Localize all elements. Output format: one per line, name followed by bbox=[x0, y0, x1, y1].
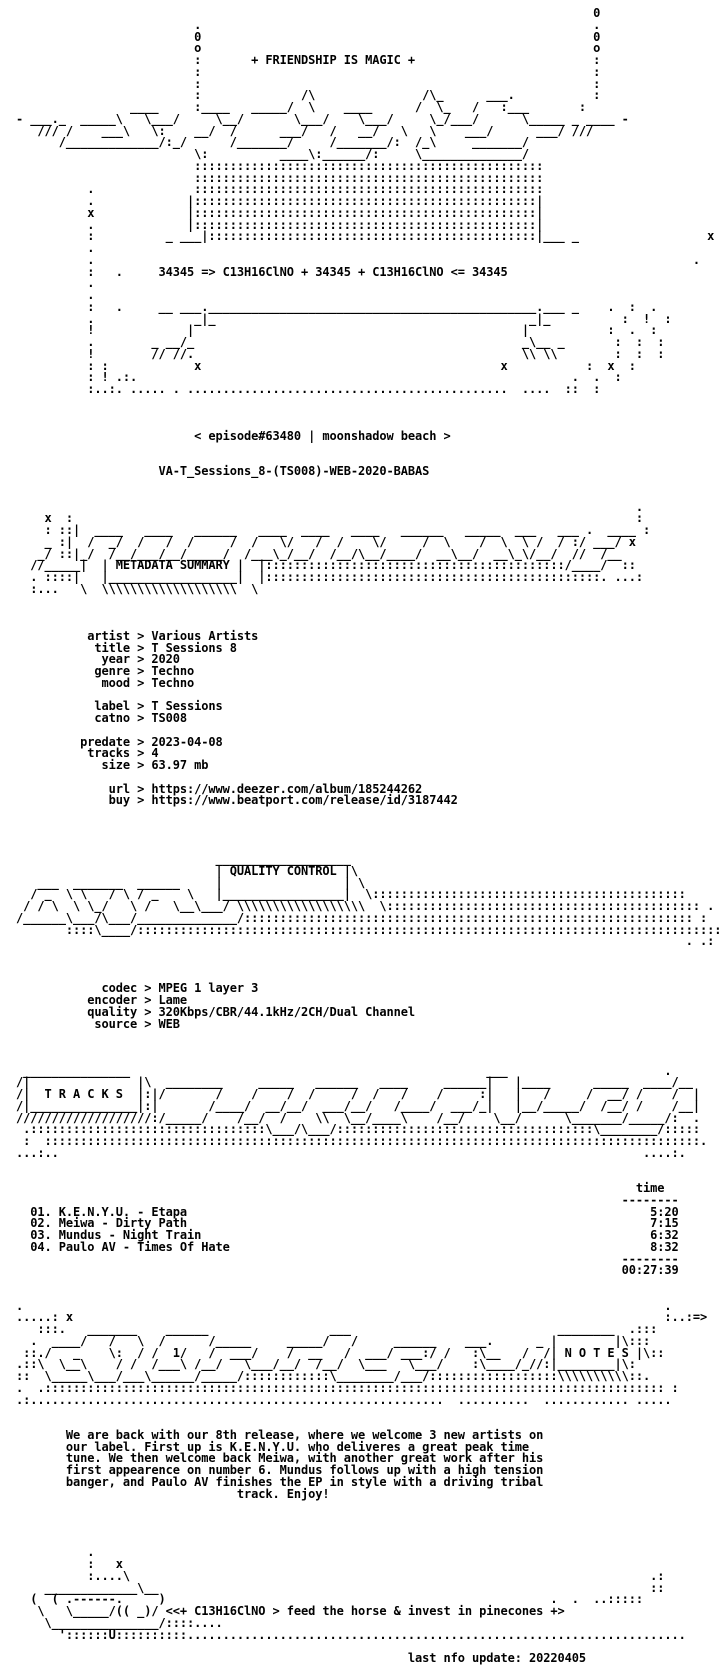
nfo-line bbox=[16, 819, 721, 831]
nfo-line: year > 2020 bbox=[16, 652, 180, 667]
nfo-line bbox=[16, 607, 721, 619]
nfo-line: - ___._ _____\ \___/ \__/ \___/ \___/ \_/___/ \_____ _ ____ - bbox=[16, 111, 629, 126]
nfo-line: : : bbox=[16, 64, 601, 79]
nfo-line: ! | | : . : bbox=[16, 323, 658, 338]
nfo-line: 00:27:39 bbox=[16, 1263, 679, 1278]
nfo-line: : + FRIENDSHIP IS MAGIC + : bbox=[16, 53, 601, 67]
nfo-line bbox=[16, 948, 721, 960]
nfo-line bbox=[16, 396, 721, 408]
nfo-line: label > T Sessions bbox=[16, 699, 223, 714]
nfo-line: . |::::::::::::::::::::::::::::::::::::::::::::::::| bbox=[16, 194, 544, 208]
nfo-line: . .: bbox=[16, 934, 715, 949]
nfo-line: : . 34345 => C13H16ClNO + 34345 + C13H16ClNO <= 34345 bbox=[16, 264, 508, 279]
nfo-line: . |::::::::::::::::::::::::::::::::::::::::::::::::| bbox=[16, 217, 544, 232]
nfo-line: VA-T_Sessions_8-(TS008)-WEB-2020-BABAS bbox=[16, 464, 430, 479]
nfo-line: title > T Sessions 8 bbox=[16, 640, 237, 655]
nfo-line: tracks > 4 bbox=[16, 746, 159, 761]
nfo-line: quality > 320Kbps/CBR/44.1kHz/2CH/Dual Channel bbox=[16, 1004, 415, 1019]
nfo-line: We are back with our 8th release, where we welcome 3 new artists on bbox=[16, 1427, 544, 1442]
nfo-line bbox=[16, 960, 721, 972]
nfo-line: 01. K.E.N.Y.U. - Etapa 5:20 bbox=[16, 1204, 679, 1219]
nfo-line: /______\___/\___/______________/::::::::::::::::::::::::::::::::::::::::::::::::::::::::::::::: : bbox=[16, 910, 708, 925]
nfo-line: ___ _______ ______ | | \ bbox=[16, 875, 366, 890]
nfo-line: catno > TS008 bbox=[16, 711, 187, 725]
nfo-line: :... \ \\\\\\\\\\\\\\\\\\\ \ bbox=[16, 581, 259, 596]
nfo-line: . . bbox=[16, 252, 700, 267]
nfo-line bbox=[16, 443, 721, 455]
nfo-line: _______________ ___ . bbox=[16, 1063, 672, 1078]
nfo-line: last nfo update: 20220405 bbox=[16, 1651, 586, 1665]
nfo-line: /| T R A C K S |:|/ / / / / / / / / :| | / / __/ / / | bbox=[16, 1087, 700, 1101]
nfo-line: :..:. ..... . ............................................. .... :: : bbox=[16, 382, 601, 396]
nfo-line: url > https://www.deezer.com/album/185244262 bbox=[16, 781, 423, 796]
nfo-line: predate > 2023-04-08 bbox=[16, 734, 223, 749]
nfo-line: :::. _______ ______ ___ ________ .::: bbox=[16, 1322, 658, 1336]
nfo-line: _/ ::|_/ /__/___/__/_____/ /___\_/__/ /__/\__/____/ __\__/ __\_\/__/ // /__ bbox=[16, 546, 622, 561]
nfo-line: /// / ___\ \: __/ / ___/ / __/ \ \ ___/ ___/ /// bbox=[16, 123, 594, 138]
nfo-line: '::::::U::::::::::...................................................................... bbox=[16, 1627, 686, 1642]
nfo-line bbox=[16, 408, 721, 420]
nfo-line: :....\ .: bbox=[16, 1568, 665, 1583]
nfo-line: /_____________/:_/ /_______/ /_______/: /_\ _______/ bbox=[16, 135, 529, 150]
nfo-line bbox=[16, 1524, 721, 1536]
nfo-line: . bbox=[16, 276, 95, 291]
nfo-line: .:::::::::::::::::::::::::::::::::\___/\___/::::::::::::::::::::::::::::::::::::\________/::::: bbox=[16, 1122, 700, 1137]
nfo-line: -------- bbox=[16, 1251, 679, 1266]
nfo-line: . _ __/_ _\__ _ : : : bbox=[16, 335, 665, 349]
nfo-line: genre > Techno bbox=[16, 664, 195, 678]
nfo-line: artist > Various Artists bbox=[16, 628, 259, 643]
nfo-line: . bbox=[16, 1545, 95, 1560]
nfo-line: x : : bbox=[16, 511, 643, 526]
nfo-line: . ::::::::::::::::::::::::::::::::::::::::::::::::: bbox=[16, 182, 544, 197]
nfo-line bbox=[16, 596, 721, 608]
nfo-line: ///////////////////:/_____/ /__/ / \\ \__/____\ /__/ \__/ \_______/_____/: . bbox=[16, 1110, 700, 1125]
nfo-line: . . bbox=[16, 17, 601, 32]
nfo-line: ::::\____/:::::::::::::::::::::::::::::::::::::::::::::::::::::::::::::::::::::::::::::::::: bbox=[16, 922, 721, 937]
nfo-line: / / \ \ \_/ \ / \__\___/ \\\\\\\\\\\\\\\\\\ \:::::::::::::::::::::::::::::::::::::::::::: . bbox=[16, 899, 715, 913]
nfo-line bbox=[16, 1536, 721, 1548]
nfo-line: . . bbox=[16, 1298, 672, 1313]
nfo-line: : ::| ____ ____ ______ ____ ____ ____ ______ _____ ___ ___ . ____ : bbox=[16, 523, 651, 537]
nfo-line: : x bbox=[16, 1557, 123, 1571]
nfo-line: : : x x : x : bbox=[16, 358, 636, 373]
nfo-line: ::./ _ \: / / 1/ / ___/ / __ / ___/ ___:/ / :\__ / /| N O T E S |\:: bbox=[16, 1345, 665, 1360]
nfo-line: : ::::::::::::::::::::::::::::::::::::::::::::::::::::::::::::::::::::::::::::::::::::::::::::. bbox=[16, 1134, 708, 1148]
nfo-line: .....: x :..:=> bbox=[16, 1310, 708, 1325]
nfo-line: mood > Techno bbox=[16, 675, 195, 690]
nfo-line: 04. Paulo AV - Times Of Hate 8:32 bbox=[16, 1239, 679, 1254]
nfo-line: first appearence on number 6. Mundus follows up with a high tension bbox=[16, 1463, 544, 1477]
nfo-line: : . __ ___.______________________________________________.___ _ . : . bbox=[16, 299, 658, 314]
nfo-line bbox=[16, 1406, 721, 1418]
nfo-line bbox=[16, 1160, 721, 1172]
nfo-line: codec > MPEG 1 layer 3 bbox=[16, 981, 259, 996]
nfo-line: 0 bbox=[16, 6, 601, 20]
nfo-line: our label. First up is K.E.N.Y.U. who deliveres a great peak time bbox=[16, 1439, 529, 1454]
nfo-line bbox=[16, 1500, 721, 1512]
nfo-line: banger, and Paulo AV finishes the EP in style with a driving tribal bbox=[16, 1474, 544, 1489]
nfo-line bbox=[16, 1042, 721, 1054]
nfo-line bbox=[16, 1512, 721, 1524]
nfo-line: : /\ /\_ ___. : bbox=[16, 88, 601, 103]
nfo-line: ::::::::::::::::::::::::::::::::::::::::::::::::: bbox=[16, 158, 544, 173]
nfo-line bbox=[16, 478, 721, 490]
nfo-line: source > WEB bbox=[16, 1016, 180, 1031]
nfo-line: \ \_____/(( _)/ <<+ C13H16ClNO > feed the horse & invest in pinecones +> bbox=[16, 1604, 565, 1618]
nfo-line: \: ____\:______/: \______________/ bbox=[16, 147, 529, 161]
nfo-line: | QUALITY CONTROL |\ bbox=[16, 863, 358, 878]
nfo-line: . ____/ / \ / /_____ _____/ / ______ ___. _ | |\::: bbox=[16, 1333, 651, 1348]
nfo-line: < episode#63480 | moonshadow beach > bbox=[16, 429, 451, 443]
nfo-line: : _ ___|::::::::::::::::::::::::::::::::::::::::::::::|___ _ x bbox=[16, 229, 715, 244]
nfo-line: :: \_____\___/___\______/_____/::::::::::::\________/___/::::::::::::::::::\\\\\\\\\\::. bbox=[16, 1369, 651, 1383]
nfo-line: _____________\__ :: bbox=[16, 1580, 665, 1595]
nfo-line: ____ :____ _____/ \ ____ / \_ / :___ : bbox=[16, 100, 586, 114]
nfo-line: : ! .:. . . : bbox=[16, 370, 622, 385]
nfo-line bbox=[16, 831, 721, 843]
nfo-line: . _|_ _|_ : ! : bbox=[16, 311, 672, 326]
nfo-line: . bbox=[16, 241, 95, 255]
nfo-line: / _ \ \ / \ / _ \ |_________________| \:::::::::::::::::::::::::::::::::::::::::::: bbox=[16, 887, 686, 902]
nfo-line bbox=[16, 1277, 721, 1289]
nfo-line bbox=[16, 807, 721, 819]
nfo-line: o o bbox=[16, 41, 601, 56]
nfo-line: : : bbox=[16, 76, 601, 91]
nfo-line: encoder > Lame bbox=[16, 993, 187, 1007]
nfo-line: buy > https://www.beatport.com/release/id/3187442 bbox=[16, 793, 458, 808]
nfo-line: tune. We then welcome back Meiwa, with another great work after his bbox=[16, 1451, 544, 1466]
nfo-line: ::::::::::::::::::::::::::::::::::::::::::::::::: bbox=[16, 170, 544, 185]
nfo-line: 02. Meiwa - Dirty Path 7:15 bbox=[16, 1216, 679, 1231]
nfo-line: ( ( .------. ) . . ..::::: bbox=[16, 1592, 643, 1607]
nfo-line: . .::::::::::::::::::::::::::::::::::::::::::::::::::::::::::::::::::::::::::::::::::::::: : bbox=[16, 1380, 679, 1395]
nfo-line: size > 63.97 mb bbox=[16, 758, 209, 772]
nfo-line: /| |\ ________ _____ ______ ____ ______| |____ _____ ____/__ bbox=[16, 1075, 693, 1090]
nfo-line: time bbox=[16, 1181, 665, 1195]
nfo-line: 0 0 bbox=[16, 29, 601, 44]
nfo-line: ! // //. \\ \\ : : : bbox=[16, 346, 665, 361]
nfo-line: . ::::| |__________________| |:::::::::::::::::::::::::::::::::::::::::::::::. ...: bbox=[16, 570, 643, 584]
nfo-line: //_____| | METADATA SUMMARY | |::::::::::::::::::::::::::::::::::::::::::/____/ :: bbox=[16, 558, 636, 573]
nfo-line: . bbox=[16, 288, 95, 302]
nfo-line: ...:.. ....:. bbox=[16, 1145, 686, 1160]
nfo-line: -------- bbox=[16, 1192, 679, 1207]
nfo-line: .:.......................................................... .......... ............ ..... bbox=[16, 1392, 672, 1407]
nfo-text bbox=[16, 8, 721, 1665]
nfo-line: 03. Mundus - Night Train 6:32 bbox=[16, 1228, 679, 1242]
nfo-line: .::\ \__\ / / /___\ /__/ \___/__/ /__/ \___ \___/ :\____/_//:|________|\: bbox=[16, 1357, 636, 1372]
nfo-line: . bbox=[16, 499, 643, 514]
nfo-line: _ :| / _/ / / / / / \/ / / \/ / \ / \ \ / / :/ ___/ x bbox=[16, 534, 636, 549]
nfo-line bbox=[16, 1030, 721, 1042]
nfo-line: ___________________ bbox=[16, 852, 351, 866]
nfo-line: track. Enjoy! bbox=[16, 1486, 330, 1501]
nfo-line: x |::::::::::::::::::::::::::::::::::::::::::::::::| bbox=[16, 205, 544, 220]
nfo-line: /|_______________|:| /____/ __/__/ ___/__/ /____/ ___/_| |__/_____/ /__/ / /__| bbox=[16, 1098, 700, 1113]
nfo-line: \_______________/::::.... bbox=[16, 1615, 223, 1630]
